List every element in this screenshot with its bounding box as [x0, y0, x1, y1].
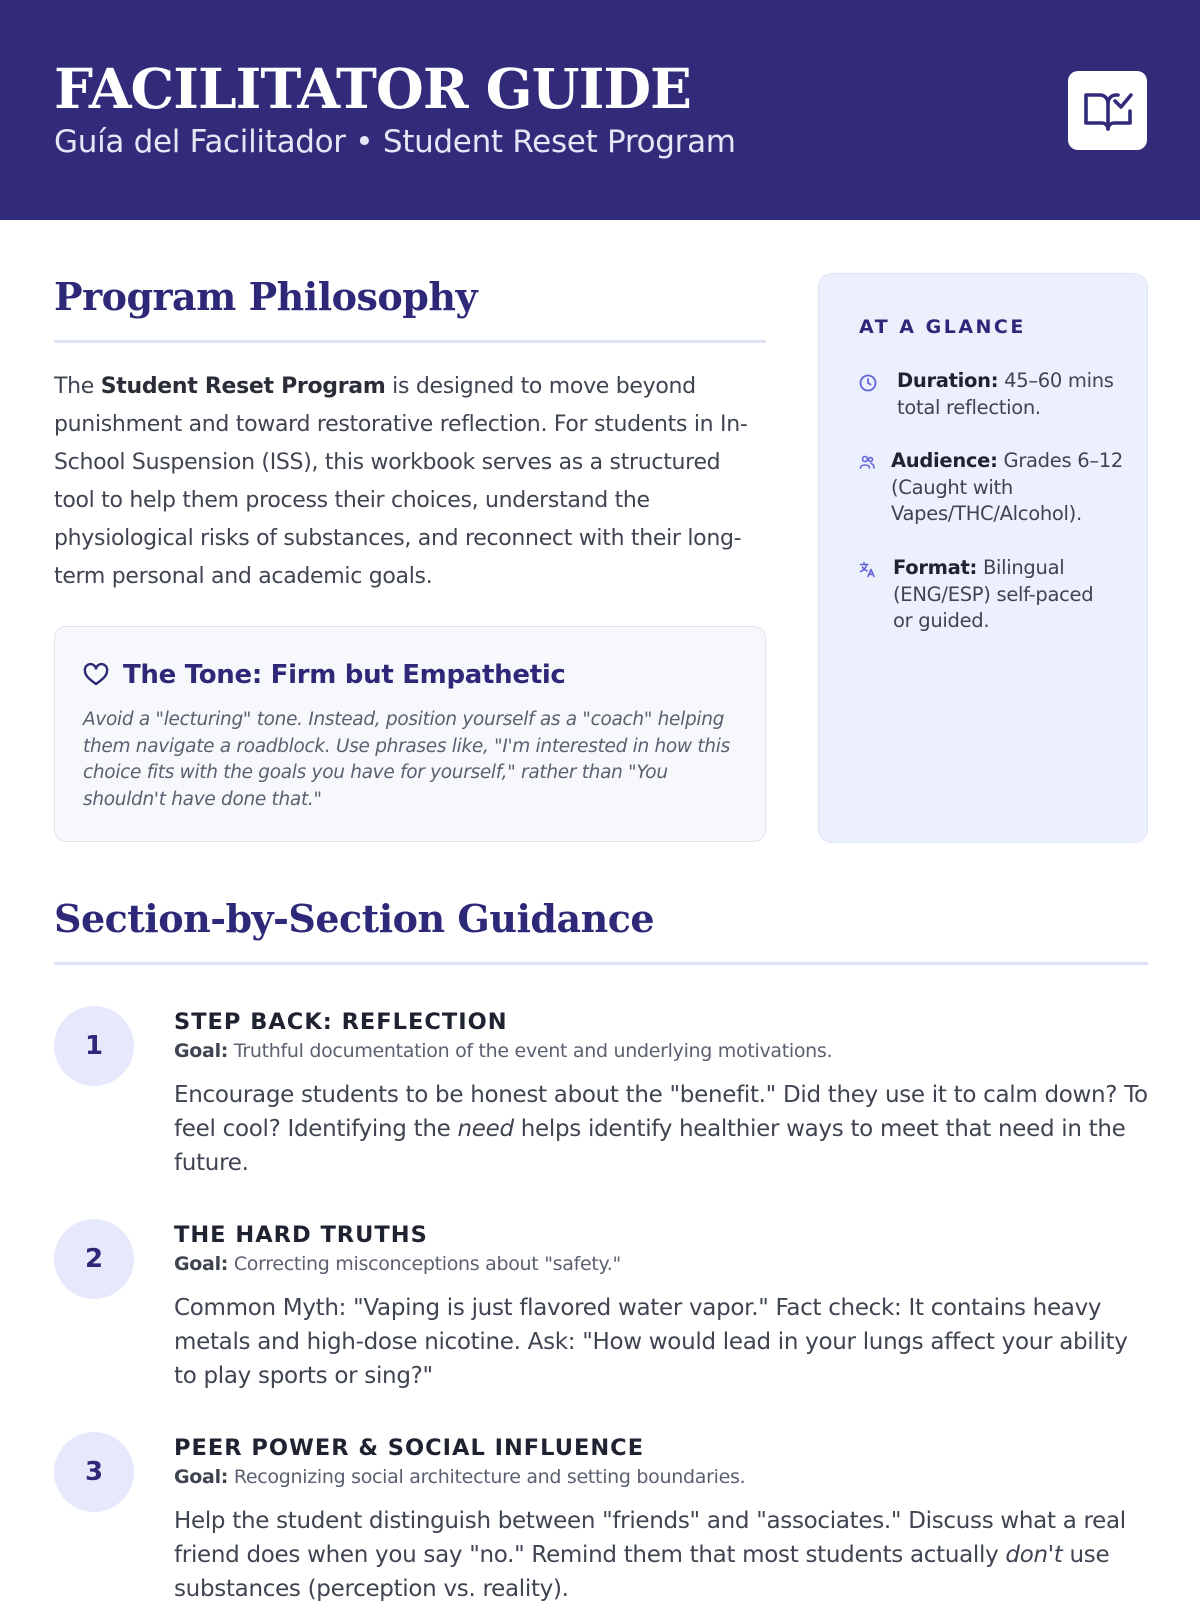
step-body-emphasis: need — [457, 1116, 514, 1142]
step-goal — [174, 1040, 832, 1062]
philosophy-heading: Program Philosophy — [54, 274, 478, 319]
goal-label: Goal: — [174, 1466, 229, 1488]
at-a-glance-panel — [818, 273, 1148, 843]
glance-audience-text — [891, 448, 1131, 528]
glance-duration-text — [897, 368, 1137, 421]
glance-duration-value: 45–60 mins total reflection. — [897, 369, 1114, 419]
step-body-emphasis: don't — [1005, 1542, 1063, 1568]
glance-audience-value: Grades 6–12 (Caught with Vapes/THC/Alcohol). — [891, 449, 1123, 525]
users-icon — [859, 454, 875, 470]
translate-icon — [859, 561, 876, 578]
page-title: FACILITATOR GUIDE — [54, 56, 691, 121]
glance-duration-label: Duration: — [897, 369, 999, 392]
glance-audience-label: Audience: — [891, 449, 998, 472]
clock-icon — [859, 374, 877, 392]
step-body-text: Help the student distinguish between "friends" and "associates." Discuss what a real friend does when you say "no." Remind them that most students actually — [174, 1508, 1126, 1568]
goal-text: Correcting misconceptions about "safety." — [228, 1253, 621, 1275]
tone-body: Avoid a "lecturing" tone. Instead, position yourself as a "coach" helping them navigate a roadblock. Use phrases like, "I'm interested in how this choice fits with the goals you have for yourself," rather than "You shouldn't have done that." — [83, 709, 730, 810]
step-title: PEER POWER & SOCIAL INFLUENCE — [174, 1435, 645, 1461]
intro-lead: The — [54, 374, 101, 399]
step-goal — [174, 1253, 621, 1275]
step-body-text: helps identify healthier ways to meet that need in the future. — [174, 1116, 1126, 1176]
philosophy-divider — [54, 340, 766, 343]
philosophy-intro — [54, 368, 766, 596]
step-body-text: Encourage students to be honest about the "benefit." Did they use it to calm down? To feel cool? Identifying the — [174, 1082, 1148, 1142]
step-title: THE HARD TRUTHS — [174, 1222, 428, 1248]
heart-icon — [83, 663, 109, 687]
guidance-divider — [54, 962, 1148, 965]
step-number: 1 — [54, 1006, 134, 1086]
goal-text: Truthful documentation of the event and underlying motivations. — [228, 1040, 833, 1062]
step-goal — [174, 1466, 745, 1488]
page-subtitle: Guía del Facilitador • Student Reset Program — [54, 124, 736, 160]
glance-format-value: Bilingual (ENG/ESP) self-paced or guided. — [893, 556, 1094, 632]
guidance-heading: Section-by-Section Guidance — [54, 896, 655, 941]
goal-label: Goal: — [174, 1040, 229, 1062]
book-check-icon — [1082, 89, 1134, 133]
step-title: STEP BACK: REFLECTION — [174, 1009, 508, 1035]
program-name: Student Reset Program — [100, 374, 386, 399]
glance-format-text — [893, 555, 1103, 635]
page-header — [0, 0, 1200, 220]
step-body — [174, 1504, 1154, 1606]
step-number: 2 — [54, 1219, 134, 1299]
glance-format-label: Format: — [893, 556, 978, 579]
step-body-text: use substances (perception vs. reality). — [174, 1542, 1110, 1602]
goal-text: Recognizing social architecture and setting boundaries. — [228, 1466, 746, 1488]
glance-heading: AT A GLANCE — [859, 316, 1026, 338]
step-number: 3 — [54, 1432, 134, 1512]
step-body — [174, 1078, 1154, 1180]
tone-title: The Tone: Firm but Empathetic — [123, 660, 566, 690]
goal-label: Goal: — [174, 1253, 229, 1275]
header-logo — [1068, 71, 1147, 150]
step-body: Common Myth: "Vaping is just flavored water vapor." Fact check: It contains heavy metals and high-dose nicotine. Ask: "How would lead in your lungs affect your ability to play sports or sing?" — [174, 1295, 1128, 1389]
tone-card — [54, 626, 766, 842]
intro-text: is designed to move beyond punishment and toward restorative reflection. For students in In-School Suspension (ISS), this workbook serves as a structured tool to help them process their choices, understand the physiological risks of substances, and reconnect with their long-term personal and academic goals. — [54, 374, 748, 589]
